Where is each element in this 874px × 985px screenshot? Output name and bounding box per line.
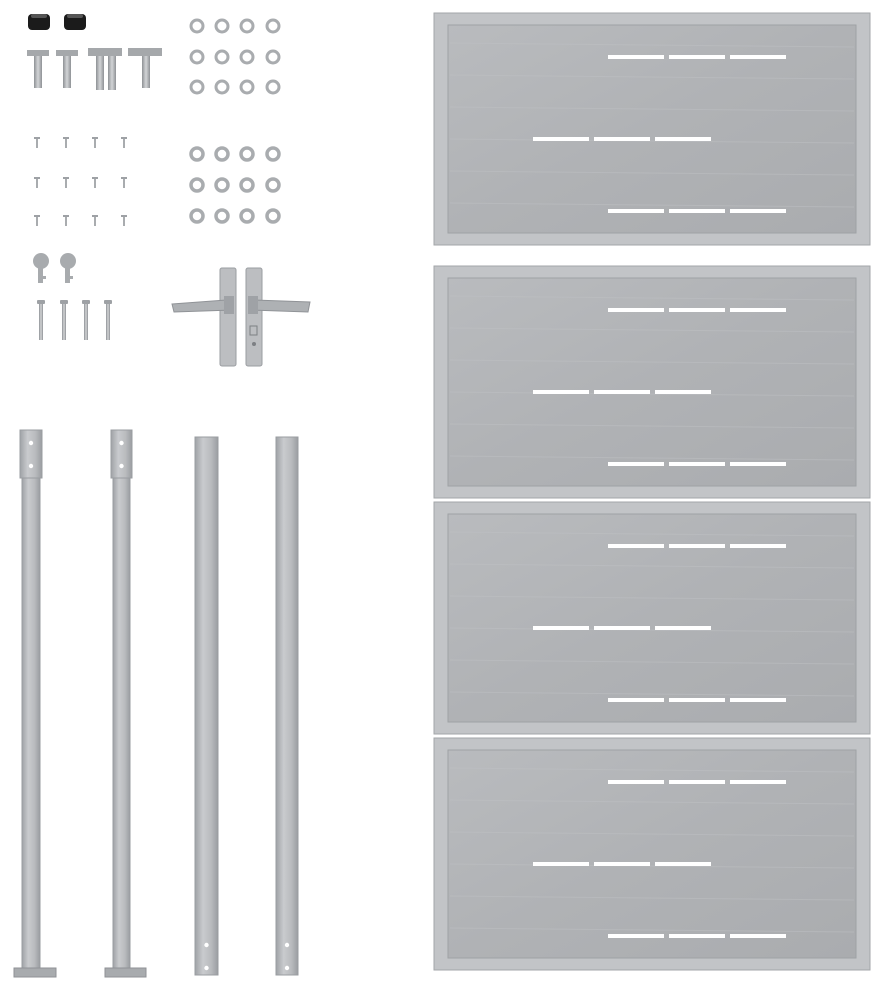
panel-slot <box>655 137 711 141</box>
panel-slot <box>594 862 650 866</box>
bolt-icon <box>88 48 122 90</box>
panel-slot <box>655 390 711 394</box>
nut-icon <box>216 81 228 93</box>
panel-slot <box>730 544 786 548</box>
panel-slot <box>608 462 664 466</box>
washer-icon <box>267 148 279 160</box>
washer-icon <box>191 179 203 191</box>
key-icon <box>60 253 76 283</box>
panel-slot <box>669 55 725 59</box>
fence-panel-icon <box>434 266 870 498</box>
screw-icon <box>92 177 98 188</box>
long-screw-icon <box>60 300 68 340</box>
bolt-icon <box>128 48 162 88</box>
bolt-icon <box>27 50 49 88</box>
black-cap-icon <box>28 14 50 30</box>
panel-slot <box>669 308 725 312</box>
post-icon <box>105 430 146 977</box>
nuts-group <box>191 20 279 93</box>
nut-icon <box>241 20 253 32</box>
door-handle-icon <box>172 268 310 366</box>
nut-icon <box>267 81 279 93</box>
washer-icon <box>216 179 228 191</box>
screw-icon <box>92 137 98 148</box>
washer-icon <box>267 179 279 191</box>
panel-slot <box>608 780 664 784</box>
panel-slot <box>669 934 725 938</box>
post-icon <box>276 437 298 975</box>
screw-icon <box>63 137 69 148</box>
panel-slot <box>608 308 664 312</box>
nut-icon <box>241 51 253 63</box>
washer-icon <box>241 210 253 222</box>
end-caps-group <box>28 14 86 30</box>
nut-icon <box>191 81 203 93</box>
panel-slot <box>655 862 711 866</box>
screw-icon <box>63 177 69 188</box>
panel-slot <box>594 390 650 394</box>
panel-slot <box>669 544 725 548</box>
nut-icon <box>216 51 228 63</box>
washer-icon <box>216 210 228 222</box>
panel-slot <box>608 209 664 213</box>
nut-icon <box>267 51 279 63</box>
panel-slot <box>594 137 650 141</box>
panel-slot <box>730 209 786 213</box>
fence-panel-icon <box>434 13 870 245</box>
screw-icon <box>121 137 127 148</box>
panel-slot <box>608 55 664 59</box>
panel-slot <box>730 780 786 784</box>
washer-icon <box>241 179 253 191</box>
screw-icon <box>63 215 69 226</box>
black-cap-icon <box>64 14 86 30</box>
keys-group <box>33 253 76 283</box>
long-screw-icon <box>104 300 112 340</box>
key-icon <box>33 253 49 283</box>
panels-group <box>434 13 870 970</box>
long-screw-icon <box>37 300 45 340</box>
panel-slot <box>533 390 589 394</box>
panel-slot <box>730 934 786 938</box>
fence-panel-icon <box>434 502 870 734</box>
washers-group <box>191 148 279 222</box>
panel-slot <box>608 698 664 702</box>
long-screw-icon <box>82 300 90 340</box>
panel-slot <box>669 462 725 466</box>
panel-slot <box>669 780 725 784</box>
screw-icon <box>121 177 127 188</box>
nut-icon <box>191 51 203 63</box>
washer-icon <box>191 210 203 222</box>
bolts-group <box>27 48 162 90</box>
screw-icon <box>34 177 40 188</box>
nut-icon <box>216 20 228 32</box>
screws-group <box>34 137 127 226</box>
washer-icon <box>241 148 253 160</box>
panel-slot <box>730 462 786 466</box>
panel-slot <box>730 698 786 702</box>
panel-slot <box>608 544 664 548</box>
panel-slot <box>655 626 711 630</box>
panel-slot <box>533 862 589 866</box>
panel-slot <box>608 934 664 938</box>
panel-slot <box>533 626 589 630</box>
screw-icon <box>34 137 40 148</box>
panel-slot <box>594 626 650 630</box>
panel-slot <box>730 308 786 312</box>
screw-icon <box>121 215 127 226</box>
posts-group <box>14 430 298 977</box>
washer-icon <box>191 148 203 160</box>
washer-icon <box>267 210 279 222</box>
panel-slot <box>730 55 786 59</box>
panel-slot <box>669 698 725 702</box>
panel-slot <box>533 137 589 141</box>
long-screws-group <box>37 300 112 340</box>
post-icon <box>195 437 218 975</box>
washer-icon <box>216 148 228 160</box>
nut-icon <box>241 81 253 93</box>
fence-panel-icon <box>434 738 870 970</box>
nut-icon <box>191 20 203 32</box>
panel-slot <box>669 209 725 213</box>
bolt-icon <box>56 50 78 88</box>
nut-icon <box>267 20 279 32</box>
post-icon <box>14 430 56 977</box>
screw-icon <box>92 215 98 226</box>
screw-icon <box>34 215 40 226</box>
